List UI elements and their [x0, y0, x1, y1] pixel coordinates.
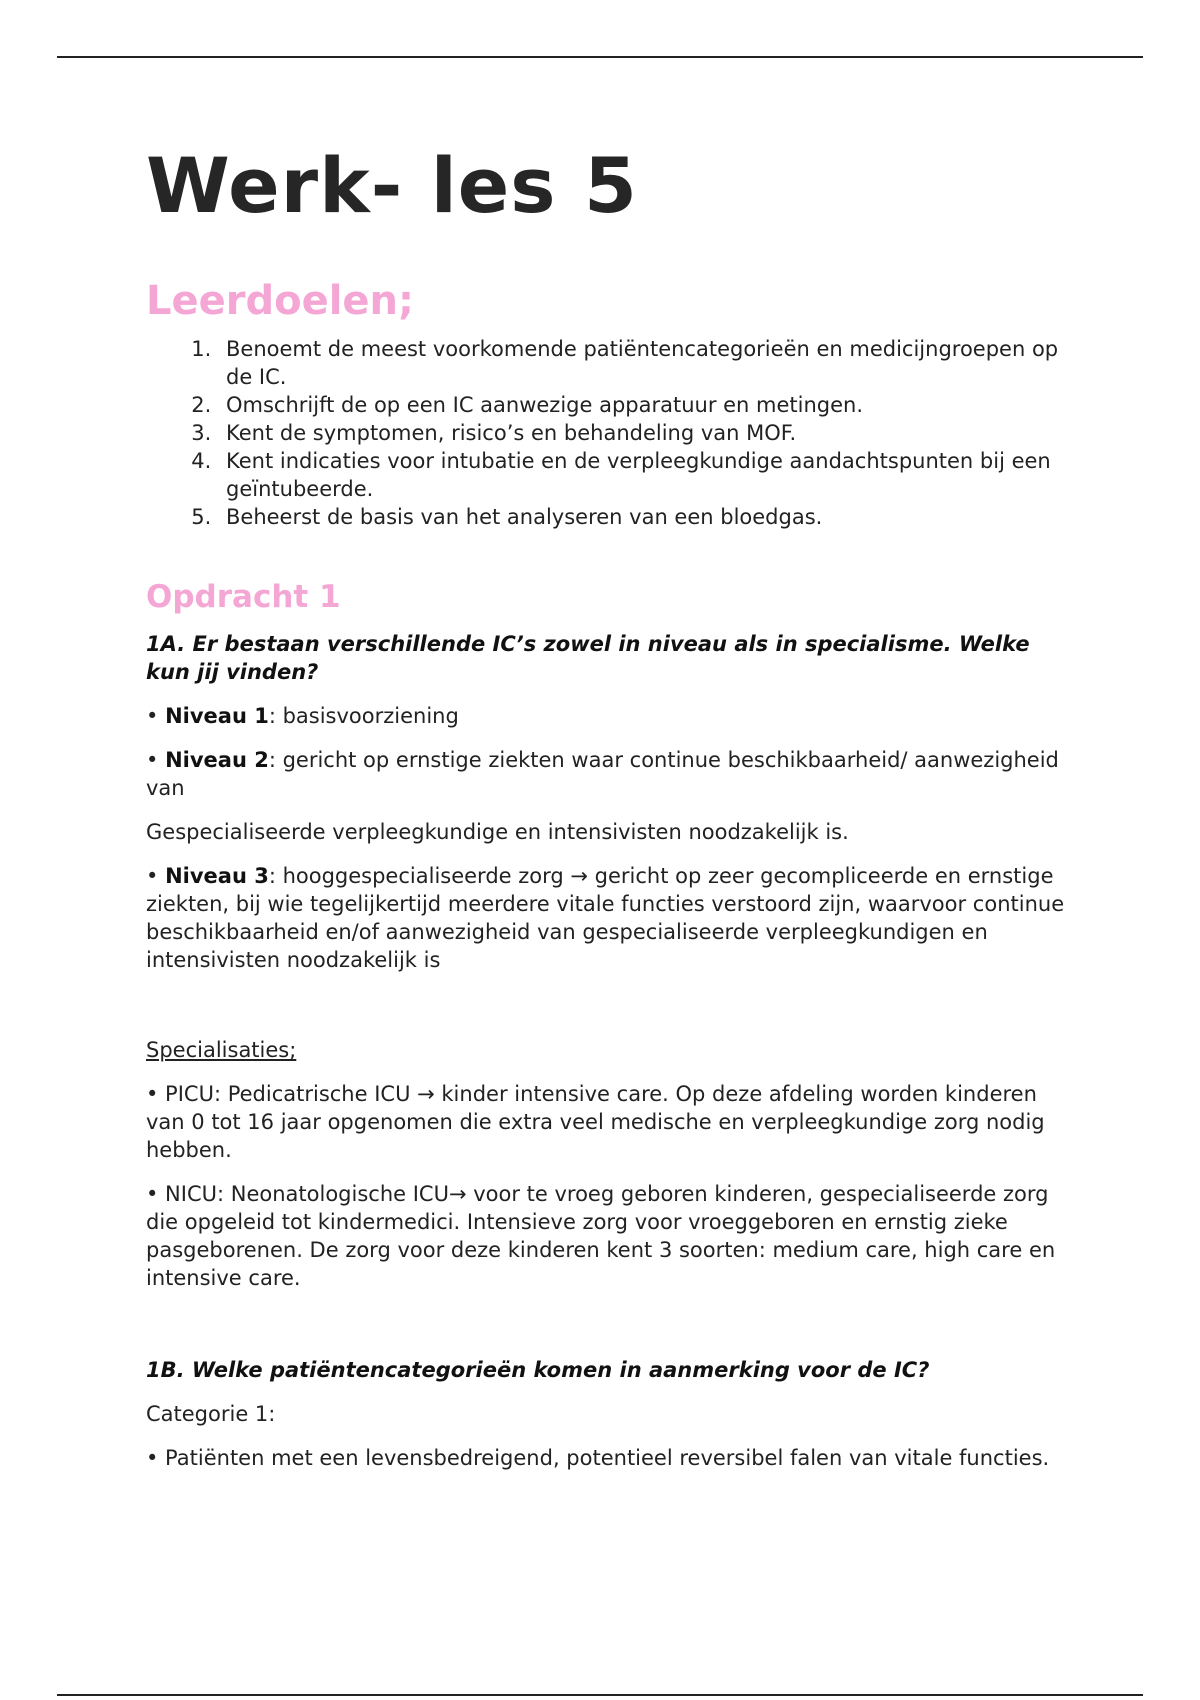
- goal-item: 5. Beheerst de basis van het analyseren van een bloedgas.: [218, 503, 1066, 531]
- category-1-item: • Patiënten met een levensbedreigend, potentieel reversibel falen van vitale functies.: [146, 1446, 1050, 1471]
- assignment-heading: Opdracht 1: [146, 579, 341, 616]
- picu-item: • PICU: Pedicatrische ICU → kinder intensive care. Op deze afdeling worden kinderen van 0 tot 16 jaar opgenomen die extra veel medische en verpleegkundige zorg nodig hebben.: [146, 1082, 1045, 1163]
- level-3: [146, 862, 1066, 974]
- top-rule: [57, 56, 1143, 58]
- level-3-label: Niveau 3: [165, 864, 269, 889]
- page-title: Werk- les 5: [146, 141, 638, 230]
- bottom-rule: [57, 1694, 1143, 1696]
- goal-item: 3. Kent de symptomen, risico’s en behandeling van MOF.: [218, 419, 1066, 447]
- goal-item: 4. Kent indicaties voor intubatie en de verpleegkundige aandachtspunten bij een geïntubeerde.: [218, 447, 1066, 503]
- level-2-label: Niveau 2: [165, 748, 269, 773]
- level-2: [146, 746, 1066, 802]
- level-3-text: : hooggespecialiseerde zorg → gericht op zeer gecompliceerde en ernstige ziekten, bij wie tegelijkertijd meerdere vitale functies verstoord zijn, waarvoor continue beschikbaarheid en/of aanwezigheid van gespecialiseerde verpleegkundigen en intensivisten noodzakelijk is: [146, 864, 1065, 973]
- goal-item: 2. Omschrijft de op een IC aanwezige apparatuur en metingen.: [218, 391, 1066, 419]
- level-2-continuation: Gespecialiseerde verpleegkundige en intensivisten noodzakelijk is.: [146, 820, 849, 845]
- level-1-label: Niveau 1: [165, 704, 269, 729]
- question-1b: 1B. Welke patiëntencategorieën komen in aanmerking voor de IC?: [146, 1358, 930, 1383]
- question-1a: 1A. Er bestaan verschillende IC’s zowel in niveau als in specialisme. Welke kun jij vinden?: [146, 632, 1030, 685]
- bullet: •: [146, 704, 159, 729]
- specialisations-heading: Specialisaties;: [146, 1038, 297, 1063]
- nicu-item: • NICU: Neonatologische ICU→ voor te vroeg geboren kinderen, gespecialiseerde zorg die opgeleid tot kindermedici. Intensieve zorg voor vroeggeboren en ernstig zieke pasgeborenen. De zorg voor deze kinderen kent 3 soorten: medium care, high care en intensive care.: [146, 1182, 1056, 1291]
- document-body: [146, 140, 1066, 1488]
- level-1: [146, 702, 1066, 730]
- bullet: •: [146, 748, 159, 773]
- level-1-text: : basisvoorziening: [268, 704, 459, 729]
- goal-item: 1. Benoemt de meest voorkomende patiëntencategorieën en medicijngroepen op de IC.: [218, 335, 1066, 391]
- bullet: •: [146, 864, 159, 889]
- level-2-text: : gericht op ernstige ziekten waar continue beschikbaarheid/ aanwezigheid van: [146, 748, 1059, 801]
- goals-list: [146, 335, 1066, 531]
- category-1-label: Categorie 1:: [146, 1402, 276, 1427]
- goals-heading: Leerdoelen;: [146, 278, 415, 325]
